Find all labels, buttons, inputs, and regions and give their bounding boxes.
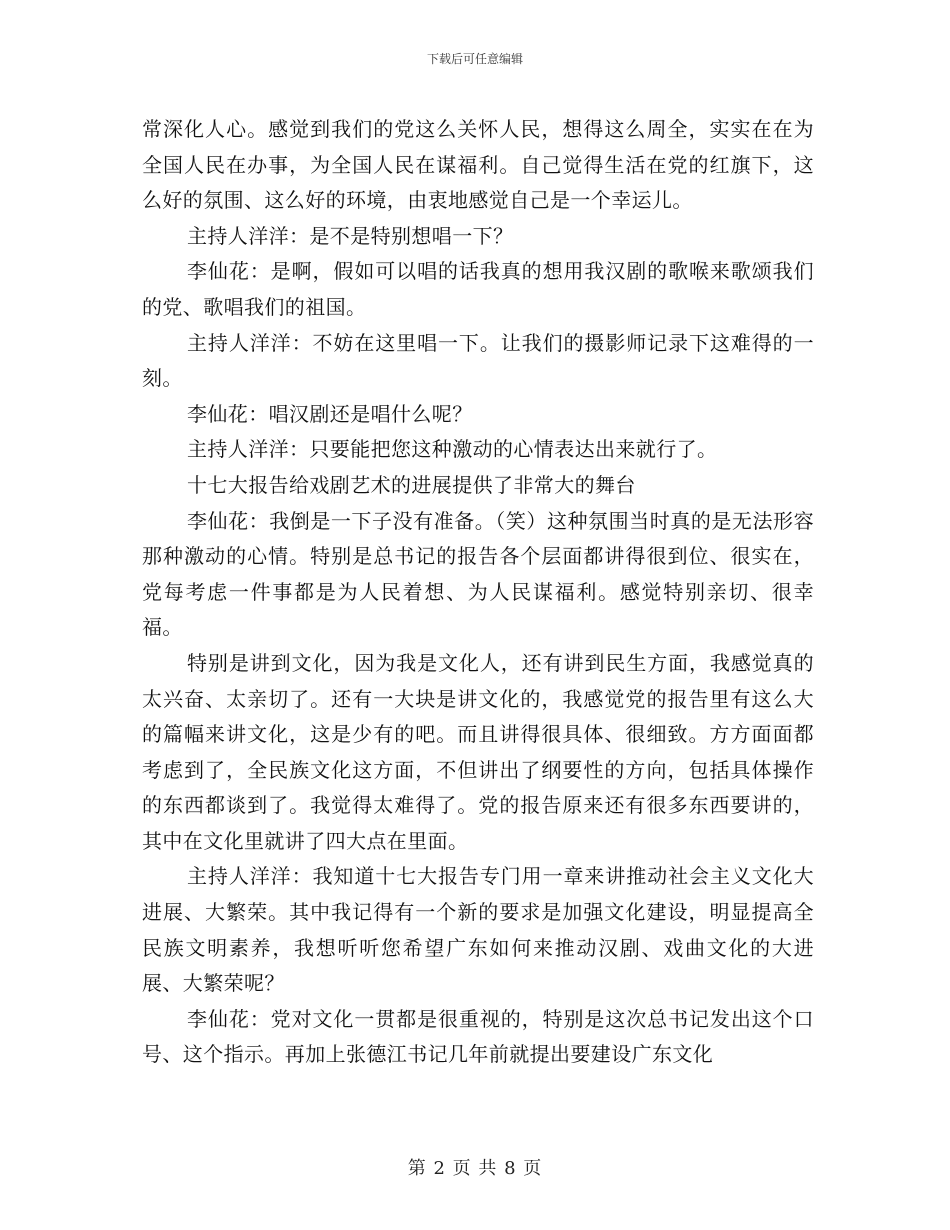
paragraph: 主持人洋洋：是不是特别想唱一下？: [187, 223, 514, 248]
paragraph: 李仙花：唱汉剧还是唱什么呢？: [187, 401, 473, 426]
paragraph: 李仙花：我倒是一下子没有准备。（笑）这种氛围当时真的是无法形容那种激动的心情。特别是总书记的报告各个层面都讲得很到位、很实在，党每考虑一件事都是为人民着想、为人民谋福利。感觉特别亲切、很幸福。: [142, 508, 814, 640]
paragraph: 主持人洋洋：我知道十七大报告专门用一章来讲推动社会主义文化大进展、大繁荣。其中我记得有一个新的要求是加强文化建设，明显提高全民族文明素养，我想听听您希望广东如何来推动汉剧、戏曲文化的大进展、大繁荣呢？: [142, 864, 814, 996]
paragraph: 常深化人心。感觉到我们的党这么关怀人民，想得这么周全，实实在在为全国人民在办事，为全国人民在谋福利。自己觉得生活在党的红旗下，这么好的氛围、这么好的环境，由衷地感觉自己是一个幸运儿。: [142, 117, 814, 213]
paragraph: 李仙花：党对文化一贯都是很重视的，特别是这次总书记发出这个口号、这个指示。再加上张德江书记几年前就提出要建设广东文化: [142, 1006, 814, 1067]
section-heading: 十七大报告给戏剧艺术的进展提供了非常大的舞台: [187, 472, 636, 497]
paragraph: 主持人洋洋：只要能把您这种激动的心情表达出来就行了。: [187, 437, 718, 462]
page-header: 下载后可任意编辑: [426, 52, 523, 66]
document-body: [142, 112, 814, 1073]
page-footer: 第 2 页 共 8 页: [407, 1158, 543, 1179]
paragraph: 主持人洋洋：不妨在这里唱一下。让我们的摄影师记录下这难得的一刻。: [142, 330, 814, 391]
paragraph: 李仙花：是啊，假如可以唱的话我真的想用我汉剧的歌喉来歌颂我们的党、歌唱我们的祖国。: [142, 259, 814, 319]
paragraph: 特别是讲到文化，因为我是文化人，还有讲到民生方面，我感觉真的太兴奋、太亲切了。还有一大块是讲文化的，我感觉党的报告里有这么大的篇幅来讲文化，这是少有的吧。而且讲得很具体、很细致。方方面面都考虑到了，全民族文化这方面，不但讲出了纲要性的方向，包括具体操作的东西都谈到了。我觉得太难得了。党的报告原来还有很多东西要讲的，其中在文化里就讲了四大点在里面。: [142, 650, 814, 853]
